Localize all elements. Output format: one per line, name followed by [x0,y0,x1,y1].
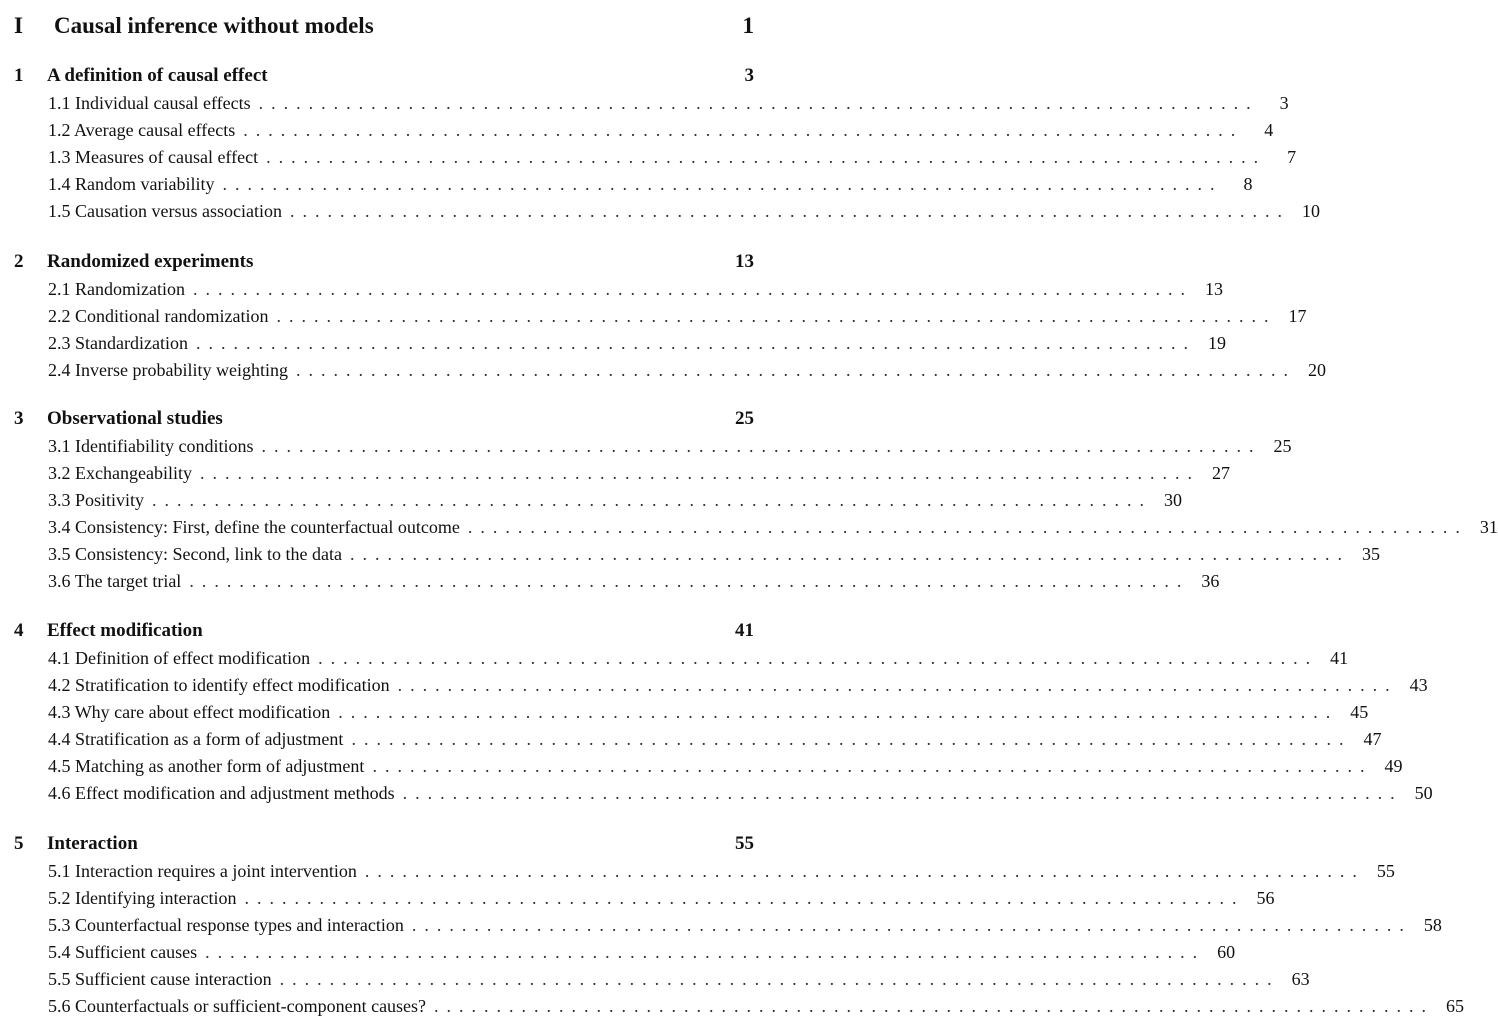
section-number: 2.1 [48,279,71,299]
section-number: 5.2 [48,888,71,908]
section-title: Individual causal effects [75,93,251,113]
dot-leader: ................................................................................ [244,888,1245,908]
section-label [48,783,395,804]
section-title: Sufficient cause interaction [75,969,272,989]
section-page: 36 [1201,571,1220,591]
section-number: 4.2 [48,675,71,695]
section-entry[interactable] [48,303,1307,330]
section-title: Randomization [75,279,185,299]
section-title: Matching as another form of adjustment [75,756,365,776]
section-number: 1.2 [48,120,71,140]
section-title: Identifying interaction [75,888,237,908]
chapter-heading[interactable] [14,617,754,645]
section-title: Causation versus association [75,201,282,221]
section-title: Random variability [75,174,215,194]
section-page: 60 [1217,942,1236,962]
section-entry[interactable] [48,117,1274,144]
section-entry[interactable] [48,460,1230,487]
section-label [48,915,404,936]
dot-leader: ................................................................................ [349,544,1350,564]
section-number: 3.5 [48,544,71,564]
section-number: 5.3 [48,915,71,935]
section-page: 4 [1264,120,1274,140]
chapter-title: Effect modification [47,620,203,641]
section-number: 1.4 [48,174,71,194]
section-entry[interactable] [48,966,1310,993]
section-entry[interactable] [48,198,1320,225]
chapter-number: 4 [14,620,24,641]
dot-leader: ................................................................................ [318,648,1319,668]
section-number: 1.3 [48,147,71,167]
dot-leader: ................................................................................ [276,306,1277,326]
section-number: 3.4 [48,517,71,537]
section-label [48,996,426,1017]
chapter-page: 41 [735,620,754,641]
section-title: Interaction requires a joint intervention [75,861,357,881]
section-label [48,888,236,909]
dot-leader: ................................................................................ [397,675,1398,695]
chapter-title: Randomized experiments [47,251,254,272]
dot-leader: ................................................................................ [295,360,1296,380]
section-title: Inverse probability weighting [75,360,288,380]
section-title: Effect modification and adjustment methods [75,783,395,803]
section-page: 49 [1384,756,1403,776]
section-label [48,201,282,222]
chapter-number: 1 [14,65,24,86]
section-title: Consistency: Second, link to the data [75,544,342,564]
section-entry[interactable] [48,171,1253,198]
dot-leader: ................................................................................ [222,174,1223,194]
section-page: 10 [1301,201,1320,221]
section-page: 17 [1288,306,1307,326]
section-entry[interactable] [48,726,1382,753]
section-title: Exchangeability [75,463,192,483]
section-number: 5.6 [48,996,71,1016]
section-entry[interactable] [48,433,1292,460]
dot-leader: ................................................................................ [258,93,1259,113]
chapter-title: Interaction [47,833,138,854]
section-number: 4.1 [48,648,71,668]
chapter-title: Observational studies [47,408,223,429]
section-title: Positivity [75,490,145,510]
section-page: 7 [1287,147,1297,167]
section-entry[interactable] [48,276,1223,303]
dot-leader: ................................................................................ [261,436,1262,456]
section-page: 45 [1350,702,1369,722]
section-number: 3.3 [48,490,71,510]
section-label [48,861,357,882]
section-number: 3.2 [48,463,71,483]
section-label [48,756,364,777]
section-number: 5.5 [48,969,71,989]
dot-leader: ................................................................................ [411,915,1412,935]
dot-leader: ................................................................................ [289,201,1290,221]
section-entry[interactable] [48,144,1297,171]
section-label [48,120,235,141]
section-label [48,648,310,669]
section-entry[interactable] [48,645,1349,672]
section-entry[interactable] [48,672,1428,699]
chapter-number: 5 [14,833,24,854]
section-page: 13 [1204,279,1223,299]
section-entry[interactable] [48,780,1433,807]
section-number: 4.3 [48,702,71,722]
section-number: 5.4 [48,942,71,962]
section-entry[interactable] [48,357,1326,384]
section-title: Sufficient causes [75,942,198,962]
section-number: 1.1 [48,93,71,113]
chapter-heading[interactable] [14,62,754,90]
section-label [48,306,268,327]
section-label [48,279,185,300]
section-title: The target trial [74,571,182,591]
section-title: Counterfactuals or sufficient-component causes? [75,996,427,1016]
section-label [48,490,144,511]
section-entry[interactable] [48,90,1289,117]
section-title: Average causal effects [74,120,236,140]
section-page: 25 [1273,436,1292,456]
section-page: 35 [1361,544,1380,564]
chapter-page: 55 [735,833,754,854]
section-page: 30 [1164,490,1183,510]
section-page: 50 [1414,783,1433,803]
section-page: 65 [1446,996,1465,1016]
dot-leader: ................................................................................ [152,490,1153,510]
section-label [48,147,258,168]
section-page: 58 [1423,915,1442,935]
section-title: Stratification as a form of adjustment [75,729,344,749]
section-title: Standardization [75,333,188,353]
dot-leader: ................................................................................ [189,571,1190,591]
section-label [48,93,251,114]
section-number: 2.2 [48,306,71,326]
section-page: 3 [1279,93,1289,113]
section-title: Definition of effect modification [75,648,311,668]
part-heading [14,8,754,44]
dot-leader: ................................................................................ [434,996,1435,1016]
section-label [48,969,272,990]
chapter-heading[interactable] [14,830,754,858]
section-title: Counterfactual response types and interaction [75,915,404,935]
chapter-page: 13 [735,251,754,272]
dot-leader: ................................................................................ [372,756,1373,776]
section-label [48,463,192,484]
section-entry[interactable] [48,330,1226,357]
dot-leader: ................................................................................ [266,147,1267,167]
section-page: 63 [1291,969,1310,989]
section-page: 43 [1409,675,1428,695]
part-title: Causal inference without models [54,13,374,38]
section-label [48,702,330,723]
section-entry[interactable] [48,699,1369,726]
section-entry[interactable] [48,885,1275,912]
section-entry[interactable] [48,993,1465,1020]
section-title: Stratification to identify effect modification [75,675,390,695]
section-label [48,360,288,381]
section-number: 3.6 [48,571,71,591]
section-number: 4.4 [48,729,71,749]
section-page: 47 [1363,729,1382,749]
dot-leader: ................................................................................ [467,517,1468,537]
section-entry[interactable] [48,858,1395,885]
section-number: 1.5 [48,201,71,221]
section-title: Conditional randomization [75,306,269,326]
section-page: 41 [1330,648,1349,668]
section-label [48,675,390,696]
section-number: 3.1 [48,436,71,456]
dot-leader: ................................................................................ [364,861,1365,881]
dot-leader: ................................................................................ [199,463,1200,483]
section-title: Identifiability conditions [75,436,254,456]
section-page: 8 [1243,174,1253,194]
section-page: 27 [1211,463,1230,483]
section-entry[interactable] [48,541,1380,568]
section-number: 2.3 [48,333,71,353]
dot-leader: ................................................................................ [205,942,1206,962]
part-page: 1 [742,13,754,38]
chapter-heading[interactable] [14,405,754,433]
section-number: 2.4 [48,360,71,380]
chapter-heading[interactable] [14,248,754,276]
section-title: Measures of causal effect [75,147,259,167]
section-label [48,436,253,457]
section-entry[interactable] [48,487,1183,514]
section-page: 20 [1307,360,1326,380]
chapter-page: 25 [735,408,754,429]
section-label [48,517,460,538]
section-number: 4.6 [48,783,71,803]
section-title: Why care about effect modification [74,702,331,722]
chapter-page: 3 [744,65,754,86]
chapter-number: 3 [14,408,24,429]
chapter-number: 2 [14,251,24,272]
dot-leader: ................................................................................ [402,783,1403,803]
section-page: 56 [1256,888,1275,908]
section-entry[interactable] [48,568,1220,595]
section-page: 31 [1479,517,1498,537]
chapter-title: A definition of causal effect [47,65,268,86]
section-entry[interactable] [48,939,1236,966]
section-label [48,729,343,750]
dot-leader: ................................................................................ [279,969,1280,989]
section-number: 4.5 [48,756,71,776]
section-title: Consistency: First, define the counterfactual outcome [75,517,460,537]
dot-leader: ................................................................................ [338,702,1339,722]
section-entry[interactable] [48,514,1498,541]
section-entry[interactable] [48,753,1403,780]
dot-leader: ................................................................................ [351,729,1352,749]
section-page: 19 [1207,333,1226,353]
section-page: 55 [1376,861,1395,881]
section-label [48,571,181,592]
section-entry[interactable] [48,912,1442,939]
part-number: I [14,13,23,38]
section-label [48,174,214,195]
section-label [48,544,342,565]
dot-leader: ................................................................................ [243,120,1244,140]
dot-leader: ................................................................................ [195,333,1196,353]
dot-leader: ................................................................................ [192,279,1193,299]
section-label [48,942,197,963]
section-number: 5.1 [48,861,71,881]
section-label [48,333,188,354]
